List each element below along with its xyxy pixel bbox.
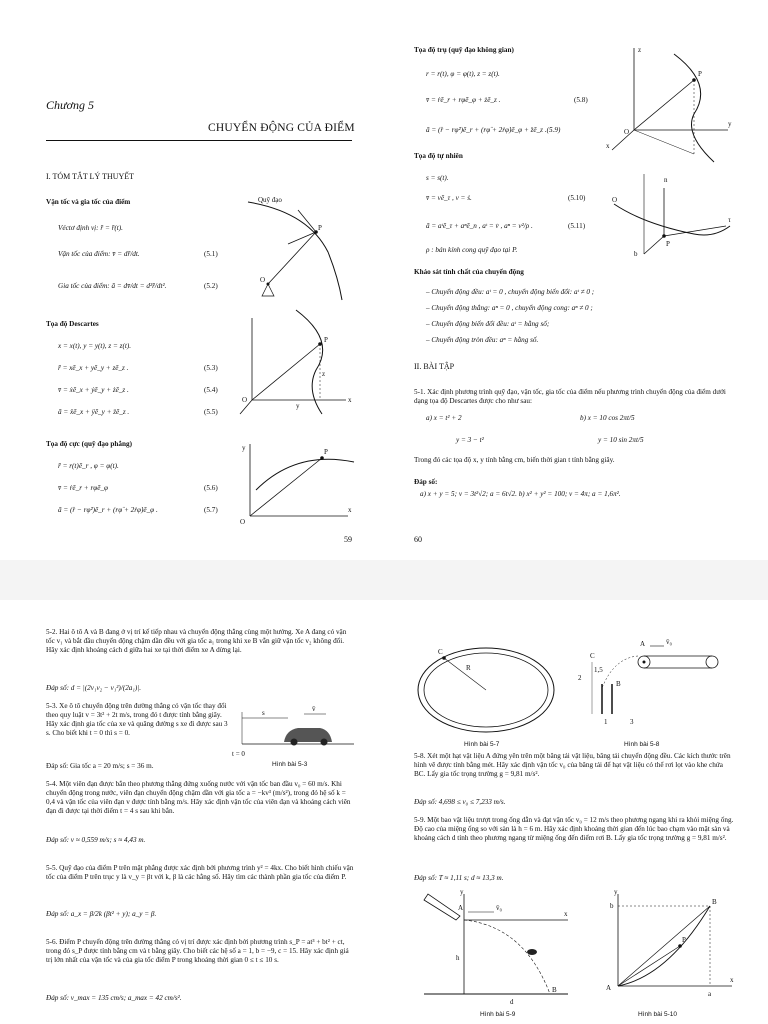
- heading-cylindrical: Tọa độ trụ (quỹ đạo không gian): [414, 46, 514, 54]
- svg-text:b: b: [610, 902, 614, 910]
- svg-text:τ: τ: [728, 216, 731, 224]
- figure-5-7: [414, 640, 564, 750]
- eq-number: (5.10): [568, 194, 586, 202]
- svg-text:y: y: [296, 402, 300, 410]
- exercise-5-1-a1: a) x = t² + 2: [426, 414, 462, 422]
- eq-natural: s = s(t).: [426, 174, 449, 182]
- figure-natural: [604, 168, 734, 260]
- eq-descartes: x = x(t), y = y(t), z = z(t).: [58, 342, 132, 350]
- svg-text:h: h: [456, 954, 460, 962]
- exercise-5-4-answer: Đáp số: v ≈ 0,559 m/s; s ≈ 4,43 m.: [46, 836, 146, 844]
- eq-cylindrical: r = r(t), φ = φ(t), z = z(t).: [426, 70, 500, 78]
- svg-text:O: O: [240, 518, 246, 526]
- eq-number: (5.11): [568, 222, 586, 230]
- chapter-title: CHUYỂN ĐỘNG CỦA ĐIỂM: [208, 122, 355, 134]
- exercise-5-5-answer: Đáp số: a_x = β/2k (βt² + y); a_y = β.: [46, 910, 157, 918]
- svg-text:x: x: [348, 506, 352, 514]
- eq-descartes: ā = ẍē_x + ÿē_y + z̈ē_z .: [58, 408, 130, 416]
- exercise-5-8: 5-8. Xét một hạt vật liệu A đứng yên trên một băng tải vật liệu, băng tải chuyển động đều. Các kích thước trên hình vẽ được tính bằng mét. Hãy xác định vận tốc v₀ của băng tải để hạt vật liệu có thể rơi lọt vào khe chứa BC. Lấy gia tốc trọng trường g = 9,81 m/s².: [414, 752, 731, 778]
- svg-text:O: O: [624, 128, 630, 136]
- section-summary: I. TÓM TẮT LÝ THUYẾT: [46, 172, 135, 181]
- heading-velocity: Vận tốc và gia tốc của điểm: [46, 198, 131, 206]
- fig-dim: 1,5: [594, 666, 603, 674]
- eq-number: (5.8): [574, 96, 588, 104]
- survey-item: – Chuyển động đều: aᵗ = 0 , chuyển động biến đổi: aᵗ ≠ 0 ;: [426, 288, 595, 296]
- svg-text:P: P: [318, 224, 322, 232]
- svg-text:R: R: [466, 664, 471, 672]
- exercise-5-5: 5-5. Quỹ đạo của điểm P trên mặt phẳng được xác định bởi phương trình y² = 4kx. Cho biết hình chiếu vận tốc của điểm P trên trục y là v_y = βt với k, β là các hằng số. Hãy tìm các thành phần gia tốc của điểm P.: [46, 864, 354, 881]
- eq-number: (5.5): [204, 408, 218, 416]
- heading-natural: Tọa độ tự nhiên: [414, 152, 463, 160]
- fig-dim: 1: [604, 718, 608, 726]
- exercise-5-1-note: Trong đó các tọa độ x, y tính bằng cm, biến thời gian t tính bằng giây.: [414, 456, 615, 464]
- svg-text:y: y: [614, 888, 618, 896]
- eq-number: (5.7): [204, 506, 218, 514]
- svg-text:y: y: [242, 444, 246, 452]
- fig-dim: 3: [630, 718, 634, 726]
- svg-text:y: y: [460, 888, 464, 896]
- heading-survey: Khảo sát tính chất của chuyển động: [414, 268, 524, 276]
- svg-text:P: P: [682, 936, 686, 944]
- exercise-5-2: 5-2. Hai ô tô A và B đang ở vị trí kế tiếp nhau và chuyển động thẳng cùng một hướng. Xe A đang có vận tốc v₁ và bắt đầu chuyển động chậm dần đều với gia tốc a₁ trong khi xe B vẫn giữ vận tốc v₂ không đổi. Hãy xác định khoảng cách d giữa hai xe tại thời điểm xe A dừng lại.: [46, 628, 347, 654]
- eq-number: (5.1): [204, 250, 218, 258]
- page-number: 59: [344, 535, 352, 544]
- exercise-5-1: 5-1. Xác định phương trình quỹ đạo, vận tốc, gia tốc của điểm nếu phương trình chuyển động của điểm dưới dạng tọa độ Descartes được cho như sau:: [414, 388, 726, 405]
- eq-natural: v̄ = vē_τ , v = ṡ.: [426, 194, 472, 202]
- svg-text:s: s: [262, 709, 265, 717]
- page-60: [384, 0, 768, 560]
- svg-text:x: x: [564, 910, 568, 918]
- eq-number: (5.6): [204, 484, 218, 492]
- fig-dim: 2: [578, 674, 582, 682]
- svg-text:a: a: [708, 990, 712, 998]
- fig-caption: Hình bài 5-10: [638, 1011, 678, 1018]
- answer-label: Đáp số:: [414, 478, 438, 486]
- eq-polar: ā = (r̈ − rφ̇²)ē_r + (rφ̈ + 2ṙφ̇)ē_φ .: [58, 506, 158, 514]
- exercise-5-1-b2: y = 10 sin 2πt/5: [598, 436, 644, 444]
- svg-text:y: y: [728, 120, 732, 128]
- svg-text:d: d: [510, 998, 514, 1006]
- svg-text:P: P: [324, 448, 328, 456]
- page-gap: [0, 560, 768, 600]
- eq-number: (5.4): [204, 386, 218, 394]
- figure-trajectory: [238, 192, 358, 304]
- svg-text:x: x: [730, 976, 734, 984]
- figure-cylindrical: [604, 44, 734, 164]
- chapter-label: Chương 5: [46, 98, 94, 112]
- heading-descartes: Tọa độ Descartes: [46, 320, 99, 328]
- svg-text:z: z: [638, 46, 642, 54]
- svg-text:B: B: [616, 680, 621, 688]
- page-61: [0, 600, 384, 1024]
- eq-acceleration: Gia tốc của điểm: ā = dv̄/dt = d²r̄/dt².: [58, 282, 167, 290]
- exercise-5-1-b1: b) x = 10 cos 2πt/5: [580, 414, 635, 422]
- eq-cylindrical: v̄ = ṙē_r + rφ̇ē_φ + żē_z .: [426, 96, 501, 104]
- trajectory-label: Quỹ đạo: [258, 196, 282, 204]
- exercise-5-2-answer: Đáp số: d = |(2v₁v₂ − v₁²)/(2a₁)|.: [46, 684, 142, 692]
- svg-text:O: O: [260, 276, 266, 284]
- exercise-5-1-a2: y = 3 − t²: [456, 436, 484, 444]
- survey-item: – Chuyển động tròn đều: aⁿ = hằng số.: [426, 336, 539, 344]
- exercise-5-1-answer: a) x + y = 5; v = 3t²√2; a = 6t√2. b) x² + y² = 100; v = 4π; a = 1,6π².: [420, 490, 621, 498]
- svg-text:B: B: [552, 986, 557, 994]
- figure-polar: [236, 440, 356, 526]
- page-number: 60: [414, 535, 422, 544]
- svg-text:C: C: [438, 648, 443, 656]
- page-62: [384, 600, 768, 1024]
- svg-text:x: x: [606, 142, 610, 150]
- figure-5-10: [598, 890, 738, 1018]
- survey-item: – Chuyển động thẳng: aⁿ = 0 , chuyển động cong: aⁿ ≠ 0 ;: [426, 304, 593, 312]
- svg-text:n: n: [664, 176, 668, 184]
- eq-cylindrical: ā = (r̈ − rφ̇²)ē_r + (rφ̈ + 2ṙφ̇)ē_φ + z̈ē_z .(5.9): [426, 126, 561, 134]
- survey-item: – Chuyển động biến đổi đều: aᵗ = hằng số;: [426, 320, 550, 328]
- fig-caption: Hình bài 5-3: [272, 761, 308, 768]
- svg-text:P: P: [666, 240, 670, 248]
- eq-natural: ā = aᵗē_τ + aⁿē_n , aᵗ = v̇ , aⁿ = v²/ρ .: [426, 222, 533, 230]
- figure-5-9: [414, 890, 574, 1018]
- fig-caption: Hình bài 5-9: [480, 1011, 516, 1018]
- exercise-5-3-answer: Đáp số: Gia tốc a = 20 m/s; s = 36 m.: [46, 762, 154, 770]
- svg-text:A: A: [606, 984, 612, 992]
- figure-descartes: [236, 310, 356, 420]
- eq-descartes: r̄ = xē_x + yē_y + zē_z .: [58, 364, 129, 372]
- svg-text:x: x: [348, 396, 352, 404]
- svg-text:z: z: [322, 370, 326, 378]
- exercise-5-9-answer: Đáp số: T ≈ 1,11 s; d ≈ 13,3 m.: [414, 874, 504, 882]
- svg-text:O: O: [612, 196, 618, 204]
- rho-note: ρ : bán kính cong quỹ đạo tại P.: [426, 246, 518, 254]
- svg-text:A: A: [640, 640, 646, 648]
- eq-number: (5.2): [204, 282, 218, 290]
- eq-polar: v̄ = ṙē_r + rφ̇ē_φ: [58, 484, 108, 492]
- svg-text:t = 0: t = 0: [232, 750, 245, 758]
- exercise-5-9: 5-9. Một bao vật liệu trượt trong ống dẫn và đạt vận tốc v₀ = 12 m/s theo phương ngang khi ra khỏi miệng ống. Độ cao của miệng ống so với sàn là h = 6 m. Hãy xác định khoảng thời gian đến lúc bao chạm vào mặt sàn và khoảng cách d tính theo phương ngang từ miệng ống đến điểm rơi B. Lấy gia tốc trọng trường g = 9,81 m/s².: [414, 816, 734, 842]
- svg-text:O: O: [242, 396, 248, 404]
- eq-polar: r̄ = r(t)ē_r , φ = φ(t).: [58, 462, 119, 470]
- fig-caption: Hình bài 5-7: [464, 741, 500, 748]
- eq-position: Véctơ định vị: r̄ = r̄(t).: [58, 224, 123, 232]
- exercise-5-6-answer: Đáp số: v_max = 135 cm/s; a_max = 42 cm/s².: [46, 994, 182, 1002]
- exercise-5-3: 5-3. Xe ô tô chuyển động trên đường thẳng có vận tốc thay đổi theo quy luật v = 3t² + 2t m/s, trong đó t được tính bằng giây. Hãy xác định gia tốc của xe và quãng đường s xe đi được sau 3 s. Cho biết khi t = 0 thì s = 0.: [46, 702, 228, 737]
- exercise-5-6: 5-6. Điểm P chuyển động trên đường thẳng có vị trí được xác định bởi phương trình s_P = at³ + bt² + ct, trong đó s_P được tính bằng cm và t bằng giây. Cho biết các hệ số a = 1, b = −9, c = 15. Hãy xác định giá trị lớn nhất của vận tốc và của gia tốc điểm P trong khoảng thời gian 0 ≤ t ≤ 10 s.: [46, 938, 349, 964]
- svg-text:B: B: [712, 898, 717, 906]
- figure-5-8: [578, 632, 734, 750]
- svg-text:v̄₀: v̄₀: [666, 638, 672, 646]
- figure-5-3: [232, 704, 358, 768]
- svg-text:b: b: [634, 250, 638, 258]
- heading-polar: Tọa độ cực (quỹ đạo phẳng): [46, 440, 132, 448]
- exercise-5-8-answer: Đáp số: 4,698 ≤ v₀ ≤ 7,233 m/s.: [414, 798, 506, 806]
- svg-text:A: A: [458, 904, 464, 912]
- svg-text:v̄: v̄: [312, 705, 316, 713]
- fig-caption: Hình bài 5-8: [624, 741, 660, 748]
- title-rule: [46, 140, 352, 141]
- eq-velocity: Vận tốc của điểm: v̄ = dr̄/dt.: [58, 250, 140, 258]
- page-59: [0, 0, 384, 560]
- svg-text:C: C: [590, 652, 595, 660]
- svg-text:P: P: [324, 336, 328, 344]
- eq-descartes: v̄ = ẋē_x + ẏē_y + żē_z .: [58, 386, 129, 394]
- exercise-5-4: 5-4. Một viên đạn được bắn theo phương thẳng đứng xuống nước với vận tốc ban đầu v₀ = 60 m/s. Khi chuyển động trong nước, viên đạn chuyển động chậm dần với gia tốc a = −kv³ (m/s²), trong đó hệ số k = 0,4 và vận tốc của viên đạn v được tính bằng m/s. Hãy xác định vận tốc của viên đạn và khoảng cách viên đạn đi được tại thời điểm t = 4 s sau khi bắn.: [46, 780, 351, 815]
- svg-text:v̄₀: v̄₀: [496, 904, 502, 912]
- eq-number: (5.3): [204, 364, 218, 372]
- section-exercises: II. BÀI TẬP: [414, 362, 455, 371]
- svg-text:P: P: [698, 70, 702, 78]
